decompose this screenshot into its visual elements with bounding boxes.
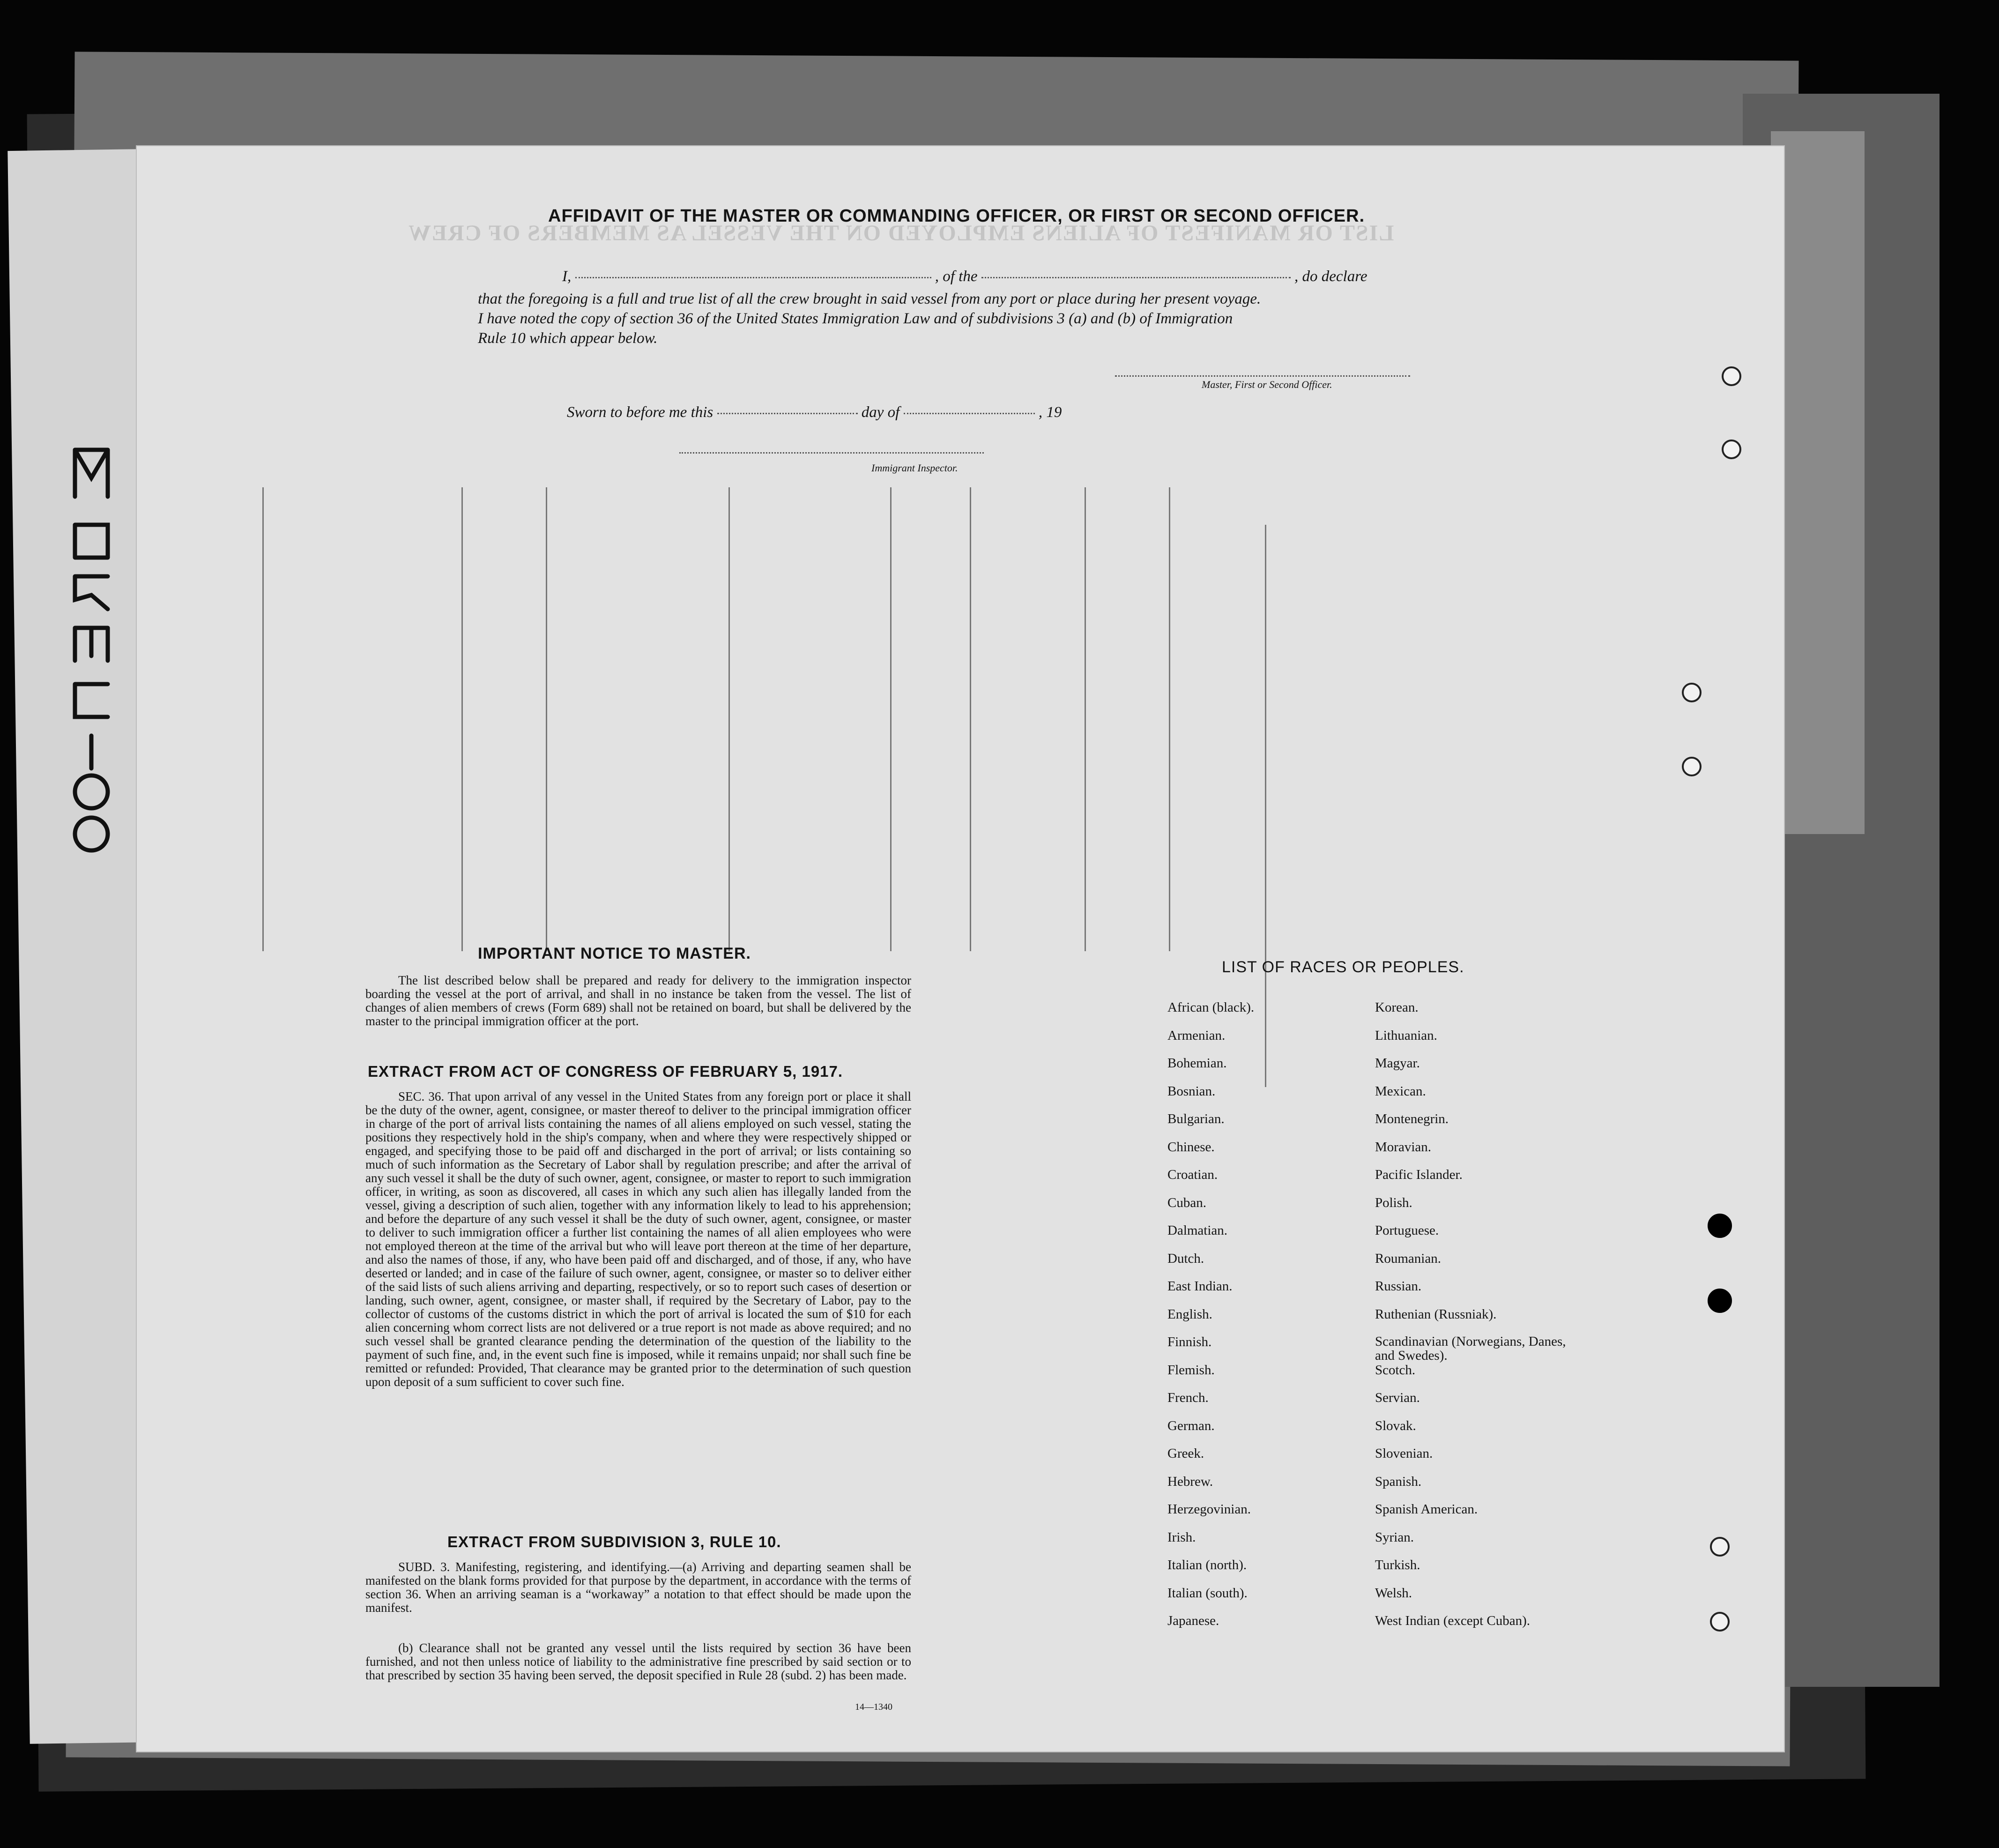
column-rule <box>1169 487 1170 951</box>
race-item: Scandinavian (Norwegians, Danes, and Swedes). <box>1375 1334 1566 1363</box>
race-item: Roumanian. <box>1375 1251 1441 1266</box>
column-rule <box>1085 487 1086 951</box>
sworn-start: Sworn to before me this <box>567 404 713 421</box>
races-list-right <box>1375 1000 1572 1641</box>
punch-hole <box>1722 366 1741 386</box>
form-number: 14—1340 <box>855 1702 892 1712</box>
affidavit-line1-mid: , of the <box>935 268 978 285</box>
race-item: Polish. <box>1375 1195 1412 1210</box>
race-item: Syrian. <box>1375 1529 1414 1545</box>
race-item: Armenian. <box>1167 1028 1226 1043</box>
race-item: West Indian (except Cuban). <box>1375 1613 1531 1628</box>
extract-act-text: SEC. 36. That upon arrival of any vessel in the United States from any foreign port or place it shall be the duty of the owner, agent, consignee, or master thereof to deliver to the principal immigration officer in charge of the port of arrival lists containing the names of all aliens employed on such vessel, stating the positions they respectively hold in the ship's company, when and where they were respectively shipped or engaged, and specifying those to be paid off and discharged in the port of arrival; or lists containing so much of such information as the Secretary of Labor shall by regulation prescribe; and after the arrival of any such vessel it shall be the duty of such owner, agent, consignee, or master to report to such immigration officer, in writing, as soon as discovered, all cases in which any such alien has illegally landed from the vessel, giving a description of such alien, together with any information likely to lead to his apprehension; and before the departure of any such vessel it shall be the duty of such owner, agent, consignee, or master to deliver to such immigration officer a further list containing the names of all alien employees who were not employed thereon at the time of the arrival but who will leave port thereon at the time of her departure, and also the names of those, if any, who have been paid off and discharged, and of those, if any, who have deserted or landed; and in case of the failure of such owner, agent, consignee, or master so to deliver either of the said lists of such aliens arriving and departing, respectively, or so to report such cases of desertion or landing, such owner, agent, consignee, or master shall, if required by the Secretary of Labor, pay to the collector of customs of the customs district in which the port of arrival is located the sum of $10 for each alien concerning whom correct lists are not delivered or a true report is not made as above required; and no such vessel shall be granted clearance pending the determination of the question of the liability to the payment of such fine, and, in the event such fine is imposed, while it remains unpaid; nor shall such fine be remitted or refunded: Provided, That clearance may be granted prior to the determination of such question upon deposit of a sum sufficient to cover such fine. <box>365 1089 911 1389</box>
sworn-line <box>567 404 1062 421</box>
punch-hole <box>1710 1612 1730 1632</box>
race-item: English. <box>1167 1306 1212 1322</box>
race-item: Hebrew. <box>1167 1474 1213 1489</box>
sworn-month-blank[interactable] <box>904 412 1035 414</box>
race-item: Greek. <box>1167 1446 1204 1461</box>
race-item: Turkish. <box>1375 1557 1420 1572</box>
extract-rule-heading: EXTRACT FROM SUBDIVISION 3, RULE 10. <box>447 1533 781 1550</box>
race-item: Slovak. <box>1375 1418 1416 1433</box>
race-item: Lithuanian. <box>1375 1028 1437 1043</box>
notice-text: The list described below shall be prepared and ready for delivery to the immigration inspector boarding the vessel at the port of arrival, and shall in no instance be taken from the vessel. The list of changes of alien members of crews (Form 689) shall not be retained on board, but shall be delivered by the master to the principal immigration officer at the port. <box>365 973 911 1028</box>
race-item: Chinese. <box>1167 1139 1215 1155</box>
column-rule <box>728 487 730 951</box>
sworn-end: , 19 <box>1038 404 1062 421</box>
punch-hole <box>1710 1537 1730 1557</box>
punch-hole <box>1722 440 1741 459</box>
race-item: Bulgarian. <box>1167 1111 1225 1126</box>
race-item: Moravian. <box>1375 1139 1431 1155</box>
race-item: Bosnian. <box>1167 1083 1216 1099</box>
affidavit-title: AFFIDAVIT OF THE MASTER OR COMMANDING OFFICER, OR FIRST OR SECOND OFFICER. <box>548 206 1365 226</box>
race-item: Montenegrin. <box>1375 1111 1449 1126</box>
extract-rule-text-a: SUBD. 3. Manifesting, registering, and identifying.—(a) Arriving and departing seamen shall be manifested on the blank forms provided for that purpose by the department, in accordance with the terms of section 36. When an arriving seaman is a “workaway” a notation to that effect should be made upon the manifest. <box>365 1560 911 1615</box>
inspector-signature-line[interactable] <box>679 452 984 454</box>
bleed-through-text: LIST OR MANIFEST OF ALIENS EMPLOYED ON THE VESSEL AS MEMBERS OF CREW <box>408 221 1394 246</box>
race-item: Scotch. <box>1375 1362 1416 1378</box>
column-rule <box>461 487 463 951</box>
affidavit-line-2: that the foregoing is a full and true list of all the crew brought in said vessel from any port or place during her present voyage. <box>478 291 1261 307</box>
race-item: German. <box>1167 1418 1215 1433</box>
extract-act-heading: EXTRACT FROM ACT OF CONGRESS OF FEBRUARY 5, 1917. <box>368 1063 843 1080</box>
sworn-day-blank[interactable] <box>717 412 858 414</box>
affidavit-line-4: Rule 10 which appear below. <box>478 330 658 347</box>
race-item: Flemish. <box>1167 1362 1215 1378</box>
race-item: French. <box>1167 1390 1209 1405</box>
race-item: Portuguese. <box>1375 1223 1439 1238</box>
punch-hole <box>1708 1214 1732 1238</box>
punch-hole <box>1682 757 1702 776</box>
master-signature-label: Master, First or Second Officer. <box>1202 379 1332 390</box>
punch-hole <box>1708 1289 1732 1313</box>
sworn-mid: day of <box>861 404 900 421</box>
handwritten-margin-note <box>56 422 126 890</box>
master-signature-line[interactable] <box>1115 375 1410 377</box>
inspector-label: Immigrant Inspector. <box>871 462 958 474</box>
race-item: African (black). <box>1167 1000 1255 1015</box>
extract-rule-text-b: (b) Clearance shall not be granted any vessel until the lists required by section 36 have been furnished, and not then unless notice of liability to the administrative fine prescribed by said section or to that prescribed by section 35 having been served, the deposit specified in Rule 28 (subd. 2) has been made. <box>365 1641 911 1682</box>
affidavit-line-3: I have noted the copy of section 36 of the United States Immigration Law and of subdivisions 3 (a) and (b) of Immigration <box>478 310 1233 327</box>
punch-hole <box>1682 683 1702 702</box>
race-item: Irish. <box>1167 1529 1196 1545</box>
race-item: Croatian. <box>1167 1167 1218 1182</box>
races-heading: LIST OF RACES OR PEOPLES. <box>1222 958 1464 976</box>
race-item: Italian (south). <box>1167 1585 1248 1601</box>
races-list-left <box>1167 1000 1254 1641</box>
race-item: Cuban. <box>1167 1195 1206 1210</box>
race-item: Servian. <box>1375 1390 1420 1405</box>
column-rule <box>262 487 264 951</box>
race-item: Ruthenian (Russniak). <box>1375 1306 1497 1322</box>
race-item: Dutch. <box>1167 1251 1204 1266</box>
race-item: Russian. <box>1375 1279 1422 1294</box>
affidavit-line1-start: I, <box>562 268 572 285</box>
race-item: Japanese. <box>1167 1613 1219 1628</box>
race-item: Magyar. <box>1375 1056 1420 1071</box>
column-rule <box>970 487 971 951</box>
race-item: Finnish. <box>1167 1334 1212 1349</box>
race-item: Mexican. <box>1375 1083 1426 1099</box>
race-item: East Indian. <box>1167 1279 1233 1294</box>
race-item: Italian (north). <box>1167 1557 1247 1572</box>
race-item: Dalmatian. <box>1167 1223 1228 1238</box>
column-rule <box>1265 525 1266 1087</box>
affidavit-line-1 <box>562 268 1410 285</box>
race-item: Herzegovinian. <box>1167 1502 1251 1517</box>
master-name-blank[interactable] <box>575 276 931 278</box>
race-item: Welsh. <box>1375 1585 1412 1601</box>
race-item: Bohemian. <box>1167 1056 1227 1071</box>
race-item: Spanish. <box>1375 1474 1422 1489</box>
facing-page-edge <box>1771 131 1865 834</box>
race-item: Slovenian. <box>1375 1446 1433 1461</box>
notice-heading: IMPORTANT NOTICE TO MASTER. <box>478 945 751 962</box>
column-rule <box>546 487 547 951</box>
column-rule <box>890 487 892 951</box>
race-item: Korean. <box>1375 1000 1419 1015</box>
affidavit-line1-end: , do declare <box>1294 268 1367 285</box>
race-item: Spanish American. <box>1375 1502 1478 1517</box>
vessel-name-blank[interactable] <box>981 276 1291 278</box>
race-item: Pacific Islander. <box>1375 1167 1463 1182</box>
